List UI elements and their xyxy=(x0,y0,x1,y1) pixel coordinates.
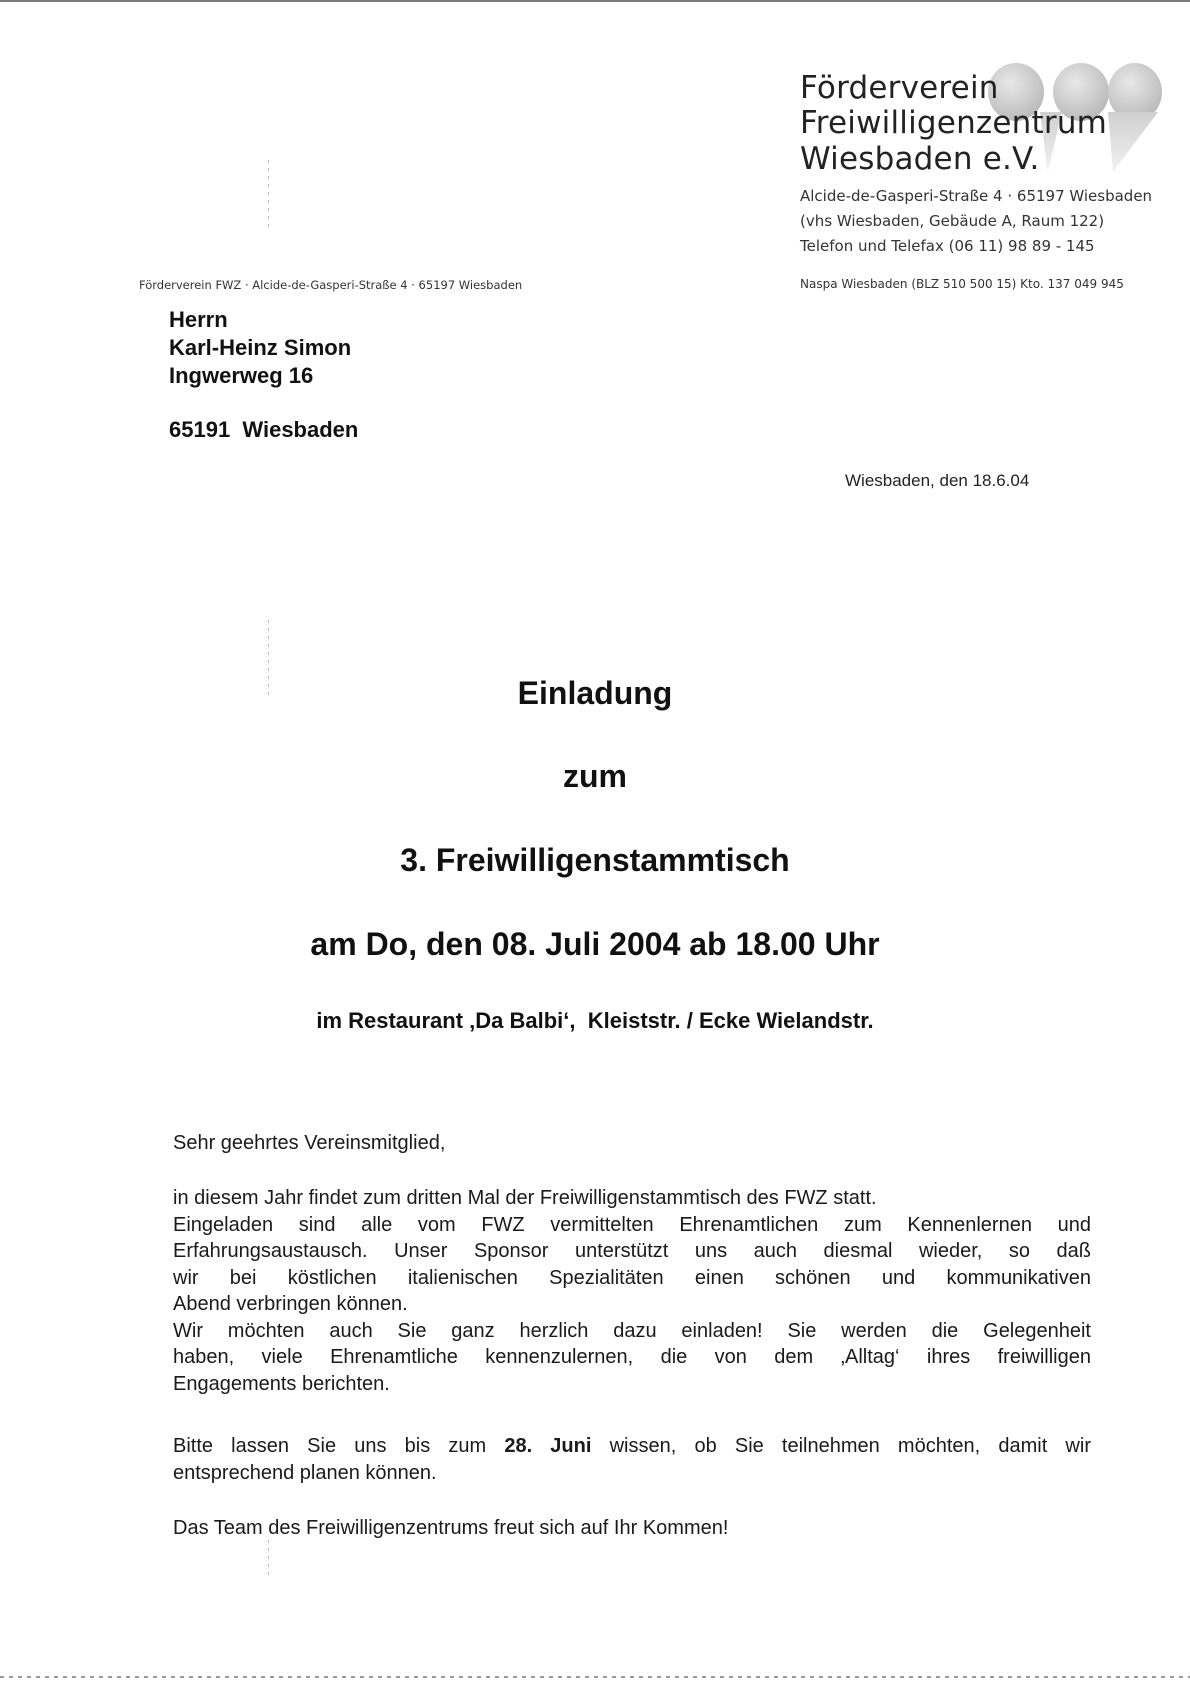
recipient-salutation: Herrn xyxy=(169,307,228,332)
recipient-city: 65191 Wiesbaden xyxy=(169,417,359,442)
org-address-line-2: (vhs Wiesbaden, Gebäude A, Raum 122) xyxy=(800,212,1105,230)
headline-datetime: am Do, den 08. Juli 2004 ab 18.00 Uhr xyxy=(310,926,880,962)
rsvp-text-before: Bitte lassen Sie uns bis zum xyxy=(173,1435,505,1457)
letter-date: Wiesbaden, den 18.6.04 xyxy=(845,471,1030,490)
paragraph-line: Wir möchten auch Sie ganz herzlich dazu einladen! Sie werden die Gelegenheit xyxy=(173,1319,1091,1342)
org-name-line-3: Wiesbaden e.V. xyxy=(800,141,1040,177)
rsvp-text-after: wissen, ob Sie teilnehmen möchten, damit wir xyxy=(591,1435,1091,1457)
scan-artifact xyxy=(268,1540,269,1580)
headline-event: 3. Freiwilligenstammtisch xyxy=(400,842,790,878)
scan-bottom-edge xyxy=(0,1676,1190,1678)
paragraph-line: Erfahrungsaustausch. Unser Sponsor unterstützt uns auch diesmal wieder, so daß xyxy=(173,1240,1091,1262)
headline-invitation: Einladung xyxy=(517,675,673,711)
body-paragraph-1 xyxy=(173,1185,1091,1397)
paragraph-line: wir bei köstlichen italienischen Spezialitäten einen schönen und kommunikativen xyxy=(173,1266,1091,1289)
scan-artifact xyxy=(268,620,269,700)
org-phone: Telefon und Telefax (06 11) 98 89 - 145 xyxy=(800,237,1095,255)
paragraph-line: Eingeladen sind alle vom FWZ vermittelten Ehrenamtlichen zum Kennenlernen und xyxy=(173,1213,1091,1236)
closing-line: Das Team des Freiwilligenzentrums freut sich auf Ihr Kommen! xyxy=(173,1517,729,1539)
paragraph-line xyxy=(173,1433,1091,1460)
org-address-line-1: Alcide-de-Gasperi-Straße 4 · 65197 Wiesbaden xyxy=(800,187,1153,205)
org-name-line-1: Förderverein xyxy=(800,70,999,106)
headline-location: im Restaurant ‚Da Balbi‘, Kleiststr. / Ecke Wielandstr. xyxy=(316,1008,874,1033)
sender-return-line: Förderverein FWZ · Alcide-de-Gasperi-Straße 4 · 65197 Wiesbaden xyxy=(139,278,523,292)
headline-zum: zum xyxy=(563,758,627,794)
org-bank-details: Naspa Wiesbaden (BLZ 510 500 15) Kto. 137 049 945 xyxy=(800,277,1124,291)
paragraph-line: entsprechend planen können. xyxy=(173,1461,437,1484)
body-paragraph-2 xyxy=(173,1433,1091,1486)
recipient-name: Karl-Heinz Simon xyxy=(169,335,352,360)
rsvp-deadline: 28. Juni xyxy=(504,1435,592,1457)
greeting: Sehr geehrtes Vereinsmitglied, xyxy=(173,1132,446,1154)
paragraph-line: Abend verbringen können. xyxy=(173,1293,408,1315)
recipient-street: Ingwerweg 16 xyxy=(169,363,314,388)
scan-artifact xyxy=(268,160,269,230)
paragraph-line: haben, viele Ehrenamtliche kennenzulernen, die von dem ‚Alltag‘ ihres freiwilligen xyxy=(173,1346,1091,1368)
scan-top-edge xyxy=(0,0,1190,2)
paragraph-line: Engagements berichten. xyxy=(173,1372,390,1395)
org-name-line-2: Freiwilligenzentrum xyxy=(800,105,1108,141)
paragraph-line: in diesem Jahr findet zum dritten Mal der Freiwilligenstammtisch des FWZ statt. xyxy=(173,1187,877,1209)
